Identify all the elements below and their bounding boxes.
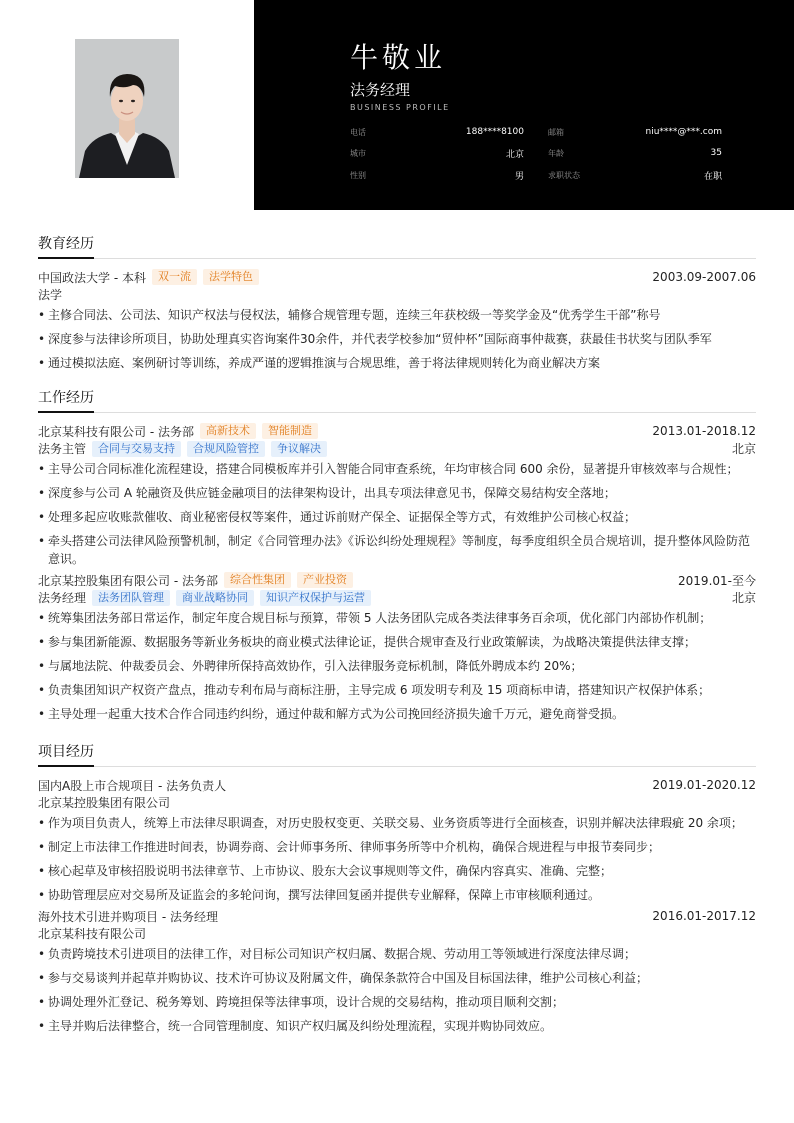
education-section: [38, 233, 756, 375]
info-panel: [254, 0, 794, 210]
tag: 产业投资: [297, 572, 353, 588]
role-row: [38, 589, 756, 606]
info-value: 北京: [505, 149, 524, 160]
list-item: • 核心起草及审核招股说明书法律章节、上市协议、股东大会议事规则等文件，确保内容真实、准确、完整；: [38, 859, 756, 883]
company-name: 北京某科技有限公司 - 法务部: [38, 424, 194, 439]
info-gender: [350, 168, 524, 182]
list-item: • 处理多起应收账款催收、商业秘密侵权等案件，通过诉前财产保全、证据保全等方式，有效维护公司核心权益；: [38, 505, 756, 529]
project-org: 北京某控股集团有限公司: [38, 796, 171, 810]
project-header: [38, 776, 756, 794]
list-item: • 参与集团新能源、数据服务等新业务板块的商业模式法律论证，提供合规审查及行业政策解读，为战略决策提供法律支撑；: [38, 630, 756, 654]
photo-column: [0, 0, 254, 210]
city: 北京: [731, 591, 756, 605]
info-value: 男: [514, 171, 524, 182]
project-bullets: [38, 942, 756, 1038]
info-city: [350, 146, 524, 160]
job-bullets: [38, 457, 756, 571]
list-item: • 与属地法院、仲裁委员会、外聘律所保持高效协作，引入法律服务竞标机制，降低外聘成本约 20%；: [38, 654, 756, 678]
tag: 争议解决: [271, 441, 327, 457]
tag: 双一流: [152, 269, 197, 285]
job-bullets: [38, 606, 756, 726]
project-org-row: [38, 925, 756, 942]
list-item: • 参与交易谈判并起草并购协议、技术许可协议及附属文件，确保条款符合中国及目标国法律，维护公司核心利益；: [38, 966, 756, 990]
role-name: 法务主管: [38, 442, 87, 456]
work-section: [38, 387, 756, 726]
tag: 合规风险管控: [187, 441, 265, 457]
info-job-status: [548, 168, 722, 182]
info-key: 年龄: [548, 148, 564, 158]
date-range: 2019.01-至今: [678, 573, 756, 588]
education-bullets: [38, 303, 756, 375]
role-row: [38, 440, 756, 457]
tag: 法务团队管理: [92, 590, 170, 606]
section-title: 工作经历: [38, 387, 94, 413]
list-item: • 作为项目负责人，统筹上市法律尽职调查，对历史股权变更、关联交易、业务资质等进行全面核查，识别并解决法律瑕疵 20 余项；: [38, 811, 756, 835]
tag: 高新技术: [200, 423, 256, 439]
tag: 综合性集团: [224, 572, 291, 588]
date-range: 2019.01-2020.12: [652, 778, 756, 792]
projects-section: [38, 741, 756, 1038]
project-name: 国内A股上市合规项目 - 法务负责人: [38, 778, 227, 793]
job-title: 法务经理: [350, 81, 411, 99]
list-item: • 主导处理一起重大技术合作合同违约纠纷，通过仲裁和解方式为公司挽回经济损失逾千万元，避免商誉受损。: [38, 702, 756, 726]
project-org: 北京某科技有限公司: [38, 927, 147, 941]
list-item: • 深度参与法律诊所项目，协助处理真实咨询案件30余件，并代表学校参加“贸仲杯”国际商事仲裁赛，获最佳书状奖与团队季军: [38, 327, 756, 351]
info-key: 求职状态: [548, 170, 580, 180]
list-item: • 协调处理外汇登记、税务筹划、跨境担保等法律事项，设计合规的交易结构，推动项目顺利交割；: [38, 990, 756, 1014]
school-name: 中国政法大学 - 本科: [38, 270, 146, 285]
job-header: [38, 571, 756, 589]
project-org-row: [38, 794, 756, 811]
info-value: niu****@***.com: [645, 127, 722, 137]
project-bullets: [38, 811, 756, 907]
tag: 合同与交易支持: [92, 441, 181, 457]
job-header: [38, 422, 756, 440]
tag: 知识产权保护与运营: [260, 590, 371, 606]
date-range: 2013.01-2018.12: [652, 424, 756, 438]
date-range: 2016.01-2017.12: [652, 909, 756, 923]
info-key: 邮箱: [548, 127, 564, 137]
list-item: • 协助管理层应对交易所及证监会的多轮问询，撰写法律回复函并提供专业解释，保障上市审核顺利通过。: [38, 883, 756, 907]
project-header: [38, 907, 756, 925]
education-header: [38, 268, 756, 286]
list-item: • 深度参与公司 A 轮融资及供应链金融项目的法律架构设计，出具专项法律意见书，保障交易结构安全落地；: [38, 481, 756, 505]
list-item: • 主修合同法、公司法、知识产权法与侵权法，辅修合规管理专题，连续三年获校级一等奖学金及“优秀学生干部”称号: [38, 303, 756, 327]
date-range: 2003.09-2007.06: [652, 270, 756, 284]
list-item: • 主导公司合同标准化流程建设，搭建合同模板库并引入智能合同审查系统，年均审核合同 600 余份，显著提升审核效率与合规性；: [38, 457, 756, 481]
list-item: • 主导并购后法律整合，统一合同管理制度、知识产权归属及纠纷处理流程，实现并购协同效应。: [38, 1014, 756, 1038]
info-key: 城市: [350, 148, 366, 158]
profile-photo: [75, 39, 179, 178]
info-phone: [350, 125, 524, 139]
section-title: 项目经历: [38, 741, 94, 767]
business-profile-label: BUSINESS PROFILE: [350, 103, 450, 112]
list-item: • 牵头搭建公司法律风险预警机制，制定《合同管理办法》《诉讼纠纷处理规程》等制度，每季度组织全员合规培训，提升整体风险防范意识。: [38, 529, 756, 571]
list-item: • 通过模拟法庭、案例研讨等训练，养成严谨的逻辑推演与合规思维，善于将法律规则转化为商业解决方案: [38, 351, 756, 375]
list-item: • 统筹集团法务部日常运作，制定年度合规目标与预算，带领 5 人法务团队完成各类法律事务百余项，优化部门内部协作机制；: [38, 606, 756, 630]
info-key: 性别: [350, 170, 366, 180]
section-title: 教育经历: [38, 233, 94, 259]
info-value: 在职: [703, 171, 722, 182]
tag: 智能制造: [262, 423, 318, 439]
tag: 法学特色: [203, 269, 259, 285]
resume-header: [0, 0, 794, 210]
city: 北京: [731, 442, 756, 456]
major: 法学: [38, 288, 63, 302]
major-row: [38, 286, 756, 303]
tag: 商业战略协同: [176, 590, 254, 606]
candidate-name: 牛敬业: [350, 41, 447, 74]
list-item: • 制定上市法律工作推进时间表，协调券商、会计师事务所、律师事务所等中介机构，确保合规进程与申报节奏同步；: [38, 835, 756, 859]
list-item: • 负责集团知识产权资产盘点，推动专利布局与商标注册，主导完成 6 项发明专利及 15 项商标申请，搭建知识产权保护体系；: [38, 678, 756, 702]
info-value: 35: [710, 148, 722, 158]
project-name: 海外技术引进并购项目 - 法务经理: [38, 909, 218, 924]
info-age: [548, 146, 722, 160]
list-item: • 负责跨境技术引进项目的法律工作，对目标公司知识产权归属、数据合规、劳动用工等领域进行深度法律尽调；: [38, 942, 756, 966]
role-name: 法务经理: [38, 591, 87, 605]
company-name: 北京某控股集团有限公司 - 法务部: [38, 573, 218, 588]
info-value: 188****8100: [465, 127, 524, 137]
info-key: 电话: [350, 127, 366, 137]
info-email: [548, 125, 722, 139]
